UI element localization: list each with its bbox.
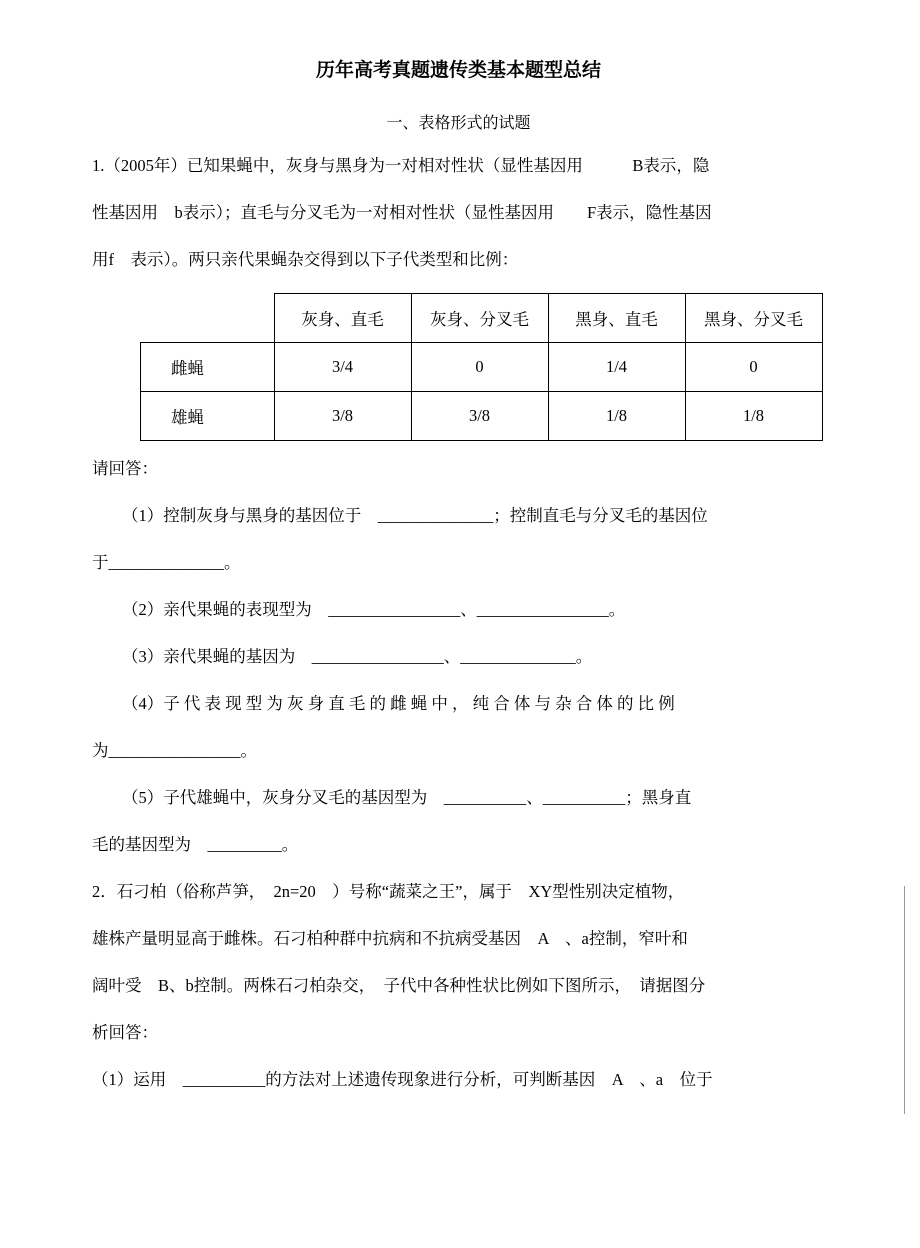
results-table (140, 293, 823, 441)
q1-part-line: 毛的基因型为 _________。 (92, 835, 299, 854)
q1-intro-line: 用f 表示）。两只亲代果蝇杂交得到以下子代类型和比例： (92, 250, 519, 269)
table-header-cell: 黑身、分叉毛 (685, 294, 822, 343)
row-label: 雌蝇 (141, 343, 275, 392)
table-row (141, 392, 823, 441)
row-label: 雄蝇 (141, 392, 275, 441)
page-title: 历年高考真题遗传类基本题型总结 (315, 60, 601, 81)
table-cell: 0 (411, 343, 548, 392)
table-cell: 1/8 (685, 392, 822, 441)
answer-prompt: 请回答： (92, 459, 158, 478)
q1-part-line: （1）控制灰身与黑身的基因位于 ______________；控制直毛与分叉毛的基因位 (122, 506, 708, 525)
q1-part-line: （4）子 代 表 现 型 为 灰 身 直 毛 的 雌 蝇 中 ， 纯 合 体 与 杂 合 体 的 比 例 (122, 694, 675, 713)
table-header-cell: 灰身、直毛 (274, 294, 411, 343)
table-cell: 1/8 (548, 392, 685, 441)
table-cell: 1/4 (548, 343, 685, 392)
table-cell: 3/8 (274, 392, 411, 441)
table-cell: 3/4 (274, 343, 411, 392)
q1-part-line: （2）亲代果蝇的表现型为 ________________、________________。 (122, 600, 626, 619)
table-corner-cell (141, 294, 275, 343)
q2-line: （1）运用 __________的方法对上述遗传现象进行分析，可判断基因 A 、a 位于 (92, 1070, 713, 1089)
q2-line: 析回答： (92, 1023, 158, 1042)
q1-intro-line: 1.（2005年）已知果蝇中，灰身与黑身为一对相对性状（显性基因用 B表示，隐 (92, 156, 710, 175)
table-cell: 3/8 (411, 392, 548, 441)
q2-line: 雄株产量明显高于雌株。石刁柏种群中抗病和不抗病受基因 A 、a控制，窄叶和 (92, 929, 688, 948)
table-header-cell: 灰身、分叉毛 (411, 294, 548, 343)
q1-part-line: 为________________。 (92, 741, 257, 760)
q1-part-line: 于______________。 (92, 553, 241, 572)
table-header-cell: 黑身、直毛 (548, 294, 685, 343)
q1-intro-line: 性基因用 b表示）；直毛与分叉毛为一对相对性状（显性基因用 F表示，隐性基因 (92, 203, 712, 222)
table-cell: 0 (685, 343, 822, 392)
q2-line: 阔叶受 B、b控制。两株石刁柏杂交， 子代中各种性状比例如下图所示， 请据图分 (92, 976, 706, 995)
q1-part-line: （5）子代雄蝇中，灰身分叉毛的基因型为 __________、__________；黑身直 (122, 788, 692, 807)
q2-line: 2．石刁柏（俗称芦笋， 2n=20 ）号称“蔬菜之王”，属于 XY型性别决定植物， (92, 882, 685, 901)
table-row (141, 343, 823, 392)
q1-part-line: （3）亲代果蝇的基因为 ________________、______________。 (122, 647, 593, 666)
right-margin-line (904, 886, 905, 1114)
section-heading: 一、表格形式的试题 (386, 115, 531, 132)
table-header-row (141, 294, 823, 343)
